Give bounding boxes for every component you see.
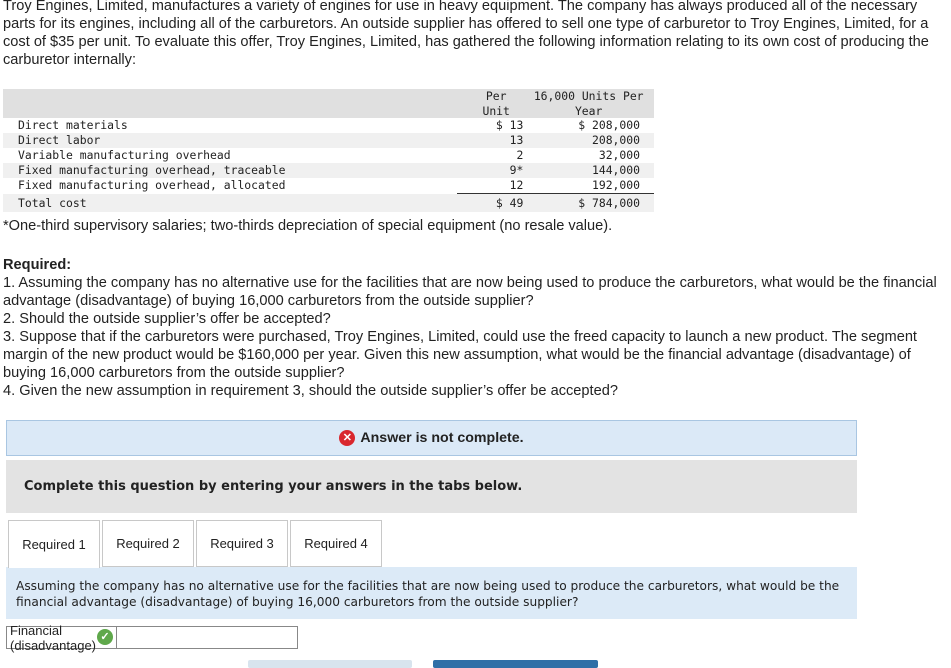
row-per-year: 144,000 [523, 163, 654, 178]
tab-required-1[interactable]: Required 1 [8, 520, 100, 568]
table-row [3, 148, 654, 163]
required-item-3: 3. Suppose that if the carburetors were purchased, Troy Engines, Limited, could use the freed capacity to launch a new product. The segment margin of the new product would be $160,000 per year. Given this new assumption, what would be the financial advantage (disadvantage) of buying 16,000 carburetors from the outside supplier? [3, 329, 917, 381]
question-panel [6, 567, 857, 619]
table-row [3, 133, 654, 148]
requirement-tabs [8, 520, 384, 568]
row-per-unit: $ 13 [495, 118, 524, 132]
tab-required-4[interactable]: Required 4 [290, 520, 382, 567]
required-item-4: 4. Given the new assumption in requirement 3, should the outside supplier’s offer be accepted? [3, 383, 618, 399]
header-year-line2: Year [523, 104, 654, 119]
required-item-2: 2. Should the outside supplier’s offer be accepted? [3, 311, 331, 327]
row-per-unit: 13 [457, 133, 523, 148]
required-item-1: 1. Assuming the company has no alternative use for the facilities that are now being used to produce the carburetors, what would be the financial advantage (disadvantage) of buying 16,000 carburetors from the outside supplier? [3, 275, 937, 309]
financial-advantage-input[interactable] [117, 627, 297, 648]
row-label: Direct materials [18, 118, 128, 132]
tab-required-2[interactable]: Required 2 [102, 520, 194, 567]
total-per-year: $ 784,000 [523, 194, 654, 213]
total-label: Total cost [3, 194, 457, 213]
row-label: Fixed manufacturing overhead, allocated [18, 178, 286, 193]
answer-status-banner [6, 420, 857, 456]
row-per-unit: 12 [509, 178, 524, 192]
row-per-year: 192,000 [591, 178, 640, 192]
cost-table-header-row [3, 104, 654, 119]
cost-table-header-row [3, 89, 654, 104]
answer-label[interactable] [7, 622, 117, 653]
next-button[interactable] [433, 660, 598, 668]
row-per-year: 32,000 [598, 148, 640, 162]
total-row [3, 194, 654, 213]
answer-status-text: Answer is not complete. [360, 430, 524, 446]
prev-button[interactable] [248, 660, 412, 668]
instruction-text: Complete this question by entering your answers in the tabs below. [24, 479, 523, 494]
answer-label-text: Financial (disadvantage) [10, 622, 96, 653]
row-label: Variable manufacturing overhead [18, 148, 231, 162]
table-footnote: *One-third supervisory salaries; two-thirds depreciation of special equipment (no resale value). [3, 218, 613, 234]
problem-intro: Troy Engines, Limited, manufactures a variety of engines for use in heavy equipment. The company has always produced all of the necessary parts for its engines, including all of the carburetors. An outside supplier has offered to sell one type of carburetor to Troy Engines, Limited, for a cost of $35 per unit. To evaluate this offer, Troy Engines, Limited, has gathered the following information relating to its own cost of producing the carburetor internally: [3, 0, 929, 68]
tab-required-3[interactable]: Required 3 [196, 520, 288, 567]
cost-table [3, 89, 654, 212]
total-per-unit: $ 49 [457, 194, 523, 213]
check-circle-icon: ✓ [97, 629, 113, 645]
table-row [3, 118, 654, 133]
header-per-unit-line2: Unit [457, 104, 523, 119]
row-per-unit: 2 [516, 148, 524, 162]
table-row [3, 163, 654, 178]
required-title: Required: [3, 257, 72, 273]
header-per-unit-line1: Per [457, 89, 523, 104]
row-per-unit: 9* [457, 163, 523, 178]
row-per-year: $ 208,000 [578, 118, 640, 132]
row-label: Fixed manufacturing overhead, traceable [3, 163, 457, 178]
row-per-year: 208,000 [523, 133, 654, 148]
header-year-line1: 16,000 Units Per [523, 89, 654, 104]
answer-row [6, 622, 298, 653]
instruction-banner [6, 460, 857, 513]
row-label: Direct labor [3, 133, 457, 148]
question-text: Assuming the company has no alternative use for the facilities that are now being used to produce the carburetors, what would be the financial advantage (disadvantage) of buying 16,000 carburetors from the outside supplier? [16, 579, 840, 609]
table-row [3, 178, 654, 194]
x-circle-icon: ✕ [339, 430, 355, 446]
required-section [3, 256, 943, 400]
